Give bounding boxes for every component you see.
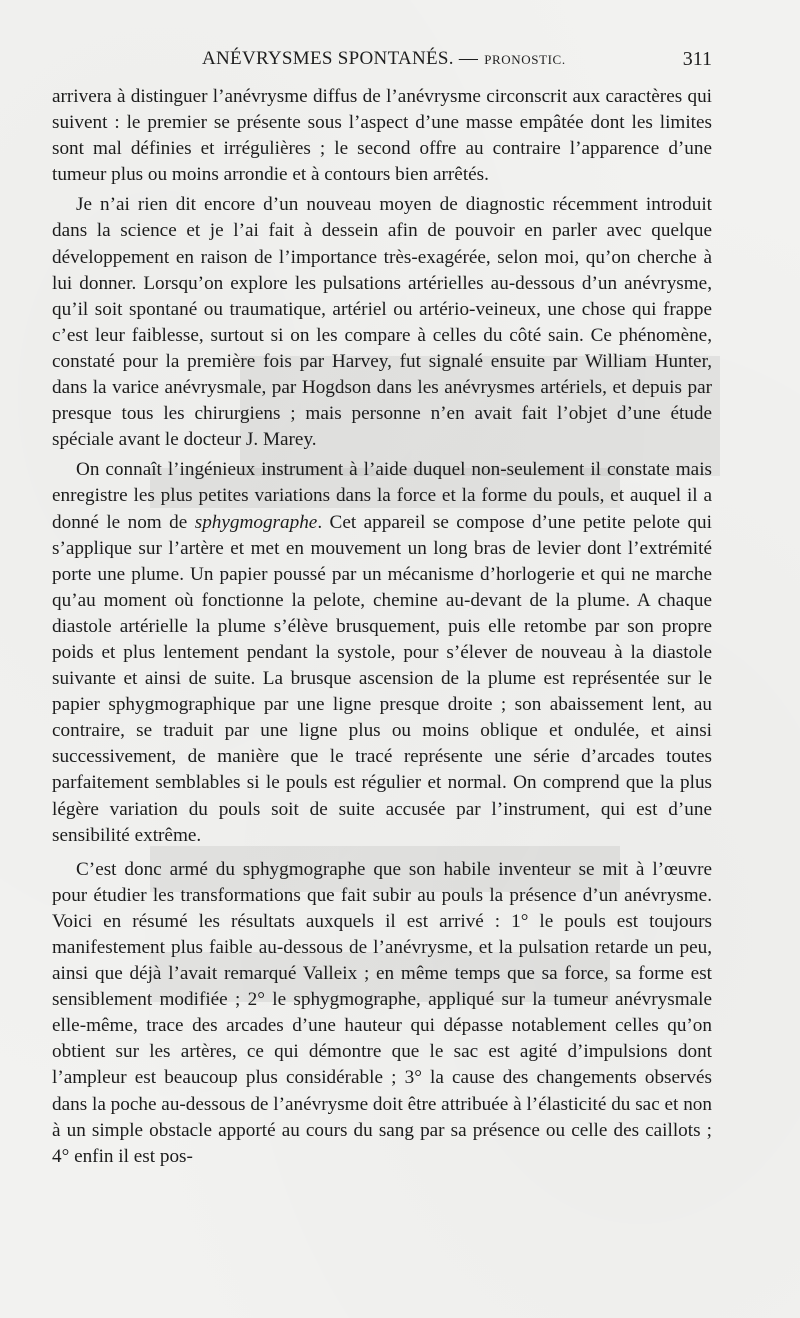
header-subtitle: PRONOSTIC. — [484, 52, 566, 67]
paragraph-text: . Cet appareil se compose d’une petite pelote qui s’applique sur l’artère et met en mouvement un long bras de levier dont l’extrémité porte une plume. Un papier poussé par un mécanisme d’horlogerie et qui ne marche qu’au moment où fonctionne la pelote, chemine au-devant de la plume. A chaque diastole artérielle la plume s’élève brusquement, puis elle retombe par son propre poids et plus lentement pendant la systole, pour s’élever de nouveau à la diastole suivante et ainsi de suite. La brusque ascension de la plume est représentée sur le papier sphygmographique par une ligne presque droite ; son abaissement lent, au contraire, se traduit par une ligne plus ou moins oblique et ondulée, et ainsi successivement, de manière que le tracé représente une série d’arcades toutes parfaitement semblables si le pouls est régulier et normal. On comprend que la plus légère variation du pouls soit de suite accusée par l’instrument, qui est d’une sensibilité extrême. — [52, 511, 712, 846]
paragraph-text: On connaît l’ingénieux instrument à l’aide duquel non-seulement il constate mais enregistre les plus petites variations dans la force et la forme du pouls, et auquel il a donné le nom de — [52, 459, 712, 533]
paragraph — [52, 457, 712, 848]
italic-term: sphygmographe — [194, 511, 318, 533]
running-header — [52, 48, 712, 78]
paragraph: Je n’ai rien dit encore d’un nouveau moyen de diagnostic récemment introduit dans la science et je l’ai fait à dessein afin de pouvoir en parler avec quelque développement en raison de l’importance très-exagérée, selon moi, qu’on cherche à lui donner. Lorsqu’on explore les pulsations artérielles au-dessous d’un anévrysme, qu’il soit spontané ou traumatique, artériel ou artério-veineux, une chose qui frappe c’est leur faiblesse, surtout si on les compare à celles du côté sain. Ce phénomène, constaté pour la première fois par Harvey, fut signalé ensuite par William Hunter, dans la varice anévrysmale, par Hogdson dans les anévrysmes artériels, et depuis par presque tous les chirurgiens ; mais personne n’en avait fait l’objet d’une étude spéciale avant le docteur J. Marey. — [52, 194, 712, 451]
paragraph: C’est donc armé du sphygmographe que son habile inventeur se mit à l’œuvre pour étudier les transformations que fait subir au pouls la présence d’un anévrysme. Voici en résumé les résultats auxquels il est arrivé : 1° le pouls est toujours manifestement plus faible au-dessous de l’anévrysme, et la pulsation retarde un peu, ainsi que déjà l’avait remarqué Valleix ; en même temps que sa force, sa forme est sensiblement modifiée ; 2° le sphygmographe, appliqué sur la tumeur anévrysmale elle-même, trace des arcades d’une hauteur qui dépasse notablement celles qu’on obtient sur les artères, ce qui démontre que le sac est agité d’impulsions dont l’ampleur est beaucoup plus considérable ; 3° la cause des changements observés dans la poche au-dessous de l’anévrysme doit être attribuée à l’élasticité du sac et non à un simple obstacle apporté au cours du sang par sa présence ou celle des caillots ; 4° enfin il est pos- — [52, 858, 712, 1167]
paragraph: arrivera à distinguer l’anévrysme diffus de l’anévrysme circonscrit aux caractères qui suivent : le premier se présente sous l’aspect d’une masse empâtée dont les limites sont mal définies et irrégulières ; le second offre au contraire l’apparence d’une tumeur plus ou moins arrondie et à contours bien arrêtés. — [52, 86, 712, 186]
header-title: ANÉVRYSMES SPONTANÉS. — — [202, 48, 479, 69]
page-number: 311 — [682, 48, 712, 70]
running-title — [202, 48, 566, 70]
body-text — [52, 84, 712, 1174]
